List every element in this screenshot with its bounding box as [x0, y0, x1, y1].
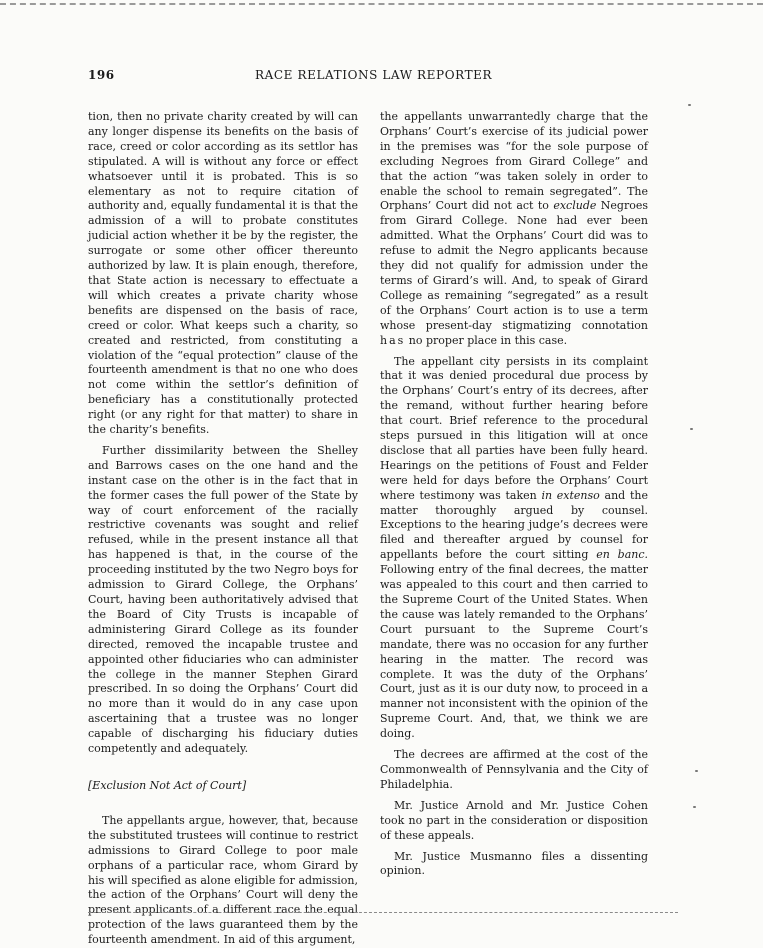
page-number: 196: [88, 68, 115, 82]
bottom-scan-rule: [88, 912, 678, 913]
right-p2-italic-2: en banc.: [596, 548, 648, 562]
right-p2-text-c: Following entry of the final decrees, the matter was appealed to this court and then carried to the Supreme Court of the United States. When the cause was lately remanded to the Orphans’ Court pursuant to the Supreme Court’s mandate, there was no occasion for any further hearing in the matter. The record was complete. It was the duty of the Orphans’ Court, just as it is our duty now, to proceed in a manner not inconsistent with the opinion of the Supreme Court. And, that, we think we are doing.: [380, 563, 648, 741]
left-paragraph-2: Further dissimilarity between the Shelley and Barrows cases on the one hand and the instant case on the other is in the fact that in the former cases the full power of the State by way of court enforcement of the racially restrictive covenants was sought and relief refused, while in the present instance all that has happened is that, in the course of the proceeding instituted by the two Negro boys for admission to Girard College, the Orphans’ Court, having been authoritatively advised that the Board of City Trusts is incapable of administering Girard College as its founder directed, removed the incapable trustee and appointed other fiduciaries who can administer the college in the manner Stephen Girard prescribed. In so doing the Orphans’ Court did no more than it would do in any case upon ascertaining that a trustee was no longer capable of discharging his fiduciary duties competently and adequately.: [88, 443, 358, 756]
right-p1-text-a: the appellants unwarrantedly charge that the Orphans’ Court’s exercise of its judicial power in the premises was “for the sole purpose of excluding Negroes from Girard College” and that the action “was taken solely in order to enable the school to remain segregated”. The Orphans’ Court did not act to: [380, 110, 648, 213]
right-p1-italic: exclude: [553, 199, 597, 213]
left-paragraph-1: tion, then no private charity created by will can any longer dispense its benefits on the basis of race, creed or color according as its settlor has stipulated. A will is without any force or effect whatsoever until it is probated. This is so elementary as not to require citation of authority and, equally fundamental it is that the admission of a will to probate constitutes judicial action whether it be by the register, the surrogate or some other officer thereunto authorized by law. It is plain enough, therefore, that State action is necessary to effectuate a will which creates a private charity whose benefits are dispensed on the basis of race, creed or color. What keeps such a charity, so created and restricted, from constituting a violation of the “equal protection” clause of the fourteenth amendment is that no one who does not come within the settlor’s definition of beneficiary has a constitutionally protected right (or any right for that matter) to share in the charity’s benefits.: [88, 110, 358, 437]
right-column: [380, 110, 648, 879]
running-head: RACE RELATIONS LAW REPORTER: [255, 68, 493, 82]
left-paragraph-3: The appellants argue, however, that, because the substituted trustees will continue to restrict admissions to Girard College to poor male orphans of a particular race, whom Girard by his will specified as alone eligible for admission, the action of the Orphans’ Court will deny the present applicants of a different race the equal protection of the laws guaranteed them by the fourteenth amendment. In aid of this argument,: [88, 813, 358, 947]
right-paragraph-1: [380, 110, 648, 349]
scan-speck: [688, 104, 691, 106]
right-p2-text-a: The appellant city persists in its complaint that it was denied procedural due process by the Orphans’ Court’s entry of its decrees, after the remand, without further hearing before that court. Brief reference to the procedural steps pursued in this litigation will at once disclose that all parties have been fully heard. Hearings on the petitions of Foust and Felder were held for days before the Orphans’ Court where testimony was taken: [380, 354, 648, 502]
scan-speck: [695, 770, 698, 772]
section-heading: [Exclusion Not Act of Court]: [88, 778, 247, 792]
scan-speck: [693, 806, 696, 808]
right-p1-text-c: no proper place in this case.: [405, 333, 568, 347]
right-paragraph-5: Mr. Justice Musmanno files a dissenting opinion.: [380, 849, 648, 878]
scan-speck: [690, 428, 693, 430]
right-p1-spaced: has: [380, 333, 406, 347]
left-column: [88, 110, 358, 948]
top-scan-border: [0, 3, 763, 5]
right-p1-text-b: Negroes from Girard College. None had ever been admitted. What the Orphans’ Court did was to refuse to admit the Negro applicants because they did not qualify for admission under the terms of Girard’s will. And, to speak of Girard College as remaining “segregated” as a result of the Orphans’ Court action is to use a term whose present-day stigmatizing connotation: [380, 199, 648, 332]
right-p2-text-b: and the matter thoroughly argued by counsel. Exceptions to the hearing judge’s decrees were filed and thereafter argued by counsel for appellants before the court sitting: [380, 488, 648, 562]
right-paragraph-4: Mr. Justice Arnold and Mr. Justice Cohen took no part in the consideration or disposition of these appeals.: [380, 798, 648, 842]
right-paragraph-3: The decrees are affirmed at the cost of the Commonwealth of Pennsylvania and the City of Philadelphia.: [380, 748, 648, 791]
right-paragraph-2: [380, 355, 648, 743]
right-p2-italic-1: in extenso: [541, 488, 600, 502]
